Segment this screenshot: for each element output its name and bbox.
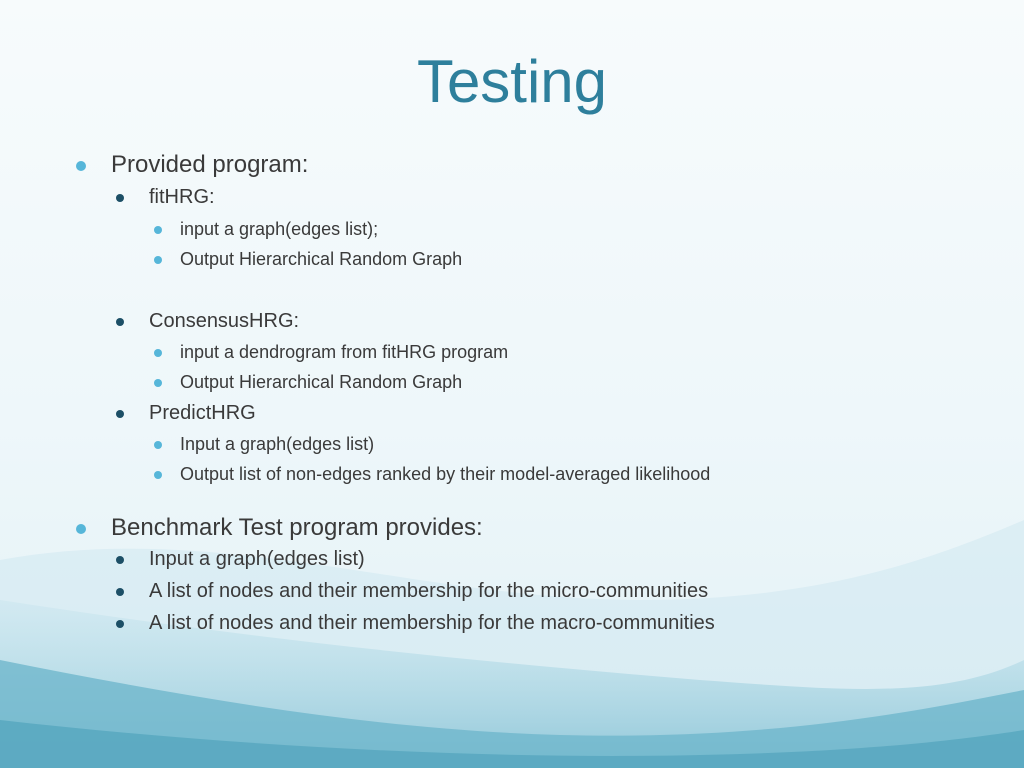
bullet-dot-icon <box>154 471 162 479</box>
bullet-dot-icon <box>154 441 162 449</box>
bullet-text: Input a graph(edges list) <box>180 434 375 454</box>
bullet-dot-icon <box>154 379 162 387</box>
slide-title: Testing <box>416 48 608 115</box>
bullet-dot-icon <box>116 588 124 596</box>
bullet-text: ConsensusHRG: <box>149 310 300 332</box>
bullet-text: A list of nodes and their membership for the macro-communities <box>149 612 715 634</box>
bullet-consensus-input <box>180 342 508 363</box>
bullet-text: PredictHRG <box>149 402 256 424</box>
bullet-benchmark <box>111 514 483 542</box>
bullet-dot-icon <box>154 226 162 234</box>
bullet-predict-input <box>180 434 374 455</box>
bullet-dot-icon <box>116 194 124 202</box>
bullet-dot-icon <box>116 556 124 564</box>
bullet-provided-program <box>111 151 308 179</box>
bullet-fithrg-input <box>180 219 378 240</box>
bullet-dot-icon <box>116 620 124 628</box>
bullet-benchmark-input <box>149 548 365 571</box>
bullet-dot-icon <box>116 410 124 418</box>
bullet-dot-icon <box>154 256 162 264</box>
bullet-text: Output list of non-edges ranked by their model-averaged likelihood <box>180 464 711 484</box>
bullet-predict-output <box>180 464 710 485</box>
bullet-dot-icon <box>76 524 86 534</box>
bullet-predicthrg <box>149 402 256 425</box>
bullet-dot-icon <box>76 161 86 171</box>
bullet-benchmark-macro <box>149 612 715 635</box>
bullet-text: Output Hierarchical Random Graph <box>180 249 463 269</box>
bullet-dot-icon <box>154 349 162 357</box>
bullet-text: Input a graph(edges list) <box>149 548 365 570</box>
bullet-text: Output Hierarchical Random Graph <box>180 372 463 392</box>
bullet-text: A list of nodes and their membership for the micro-communities <box>149 580 709 602</box>
bullet-consensus-output <box>180 372 462 393</box>
bullet-text: input a dendrogram from fitHRG program <box>180 342 509 362</box>
bullet-benchmark-micro <box>149 580 708 603</box>
bullet-fithrg-output <box>180 249 462 270</box>
bullet-consensushrg <box>149 310 299 333</box>
bullet-text: fitHRG: <box>149 186 215 208</box>
bullet-text: input a graph(edges list); <box>180 219 379 239</box>
bullet-text: Benchmark Test program provides: <box>111 514 483 541</box>
bullet-text: Provided program: <box>111 151 309 178</box>
bullet-fithrg <box>149 186 215 209</box>
bullet-dot-icon <box>116 318 124 326</box>
